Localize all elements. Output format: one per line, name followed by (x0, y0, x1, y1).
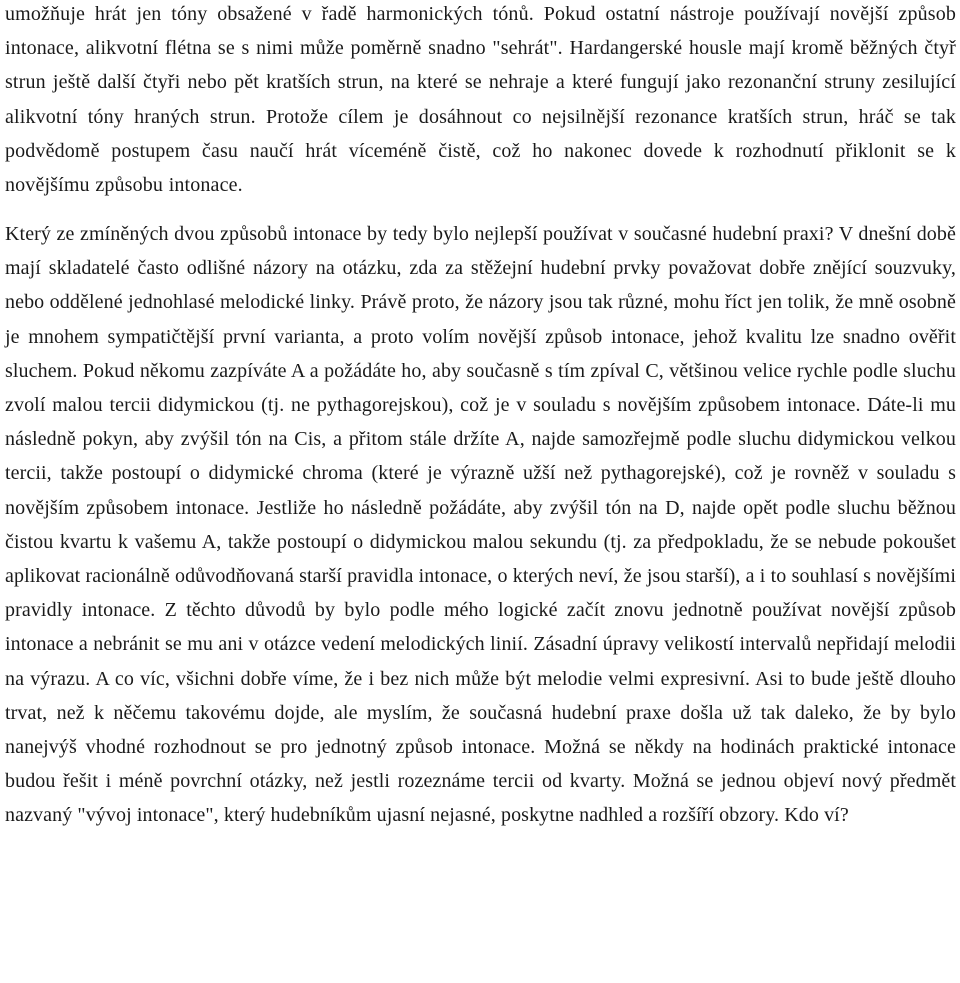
paragraph-intonation-instruments: umožňuje hrát jen tóny obsažené v řadě harmonických tónů. Pokud ostatní nástroje používají novější způsob intonace, alikvotní flétna se s nimi může poměrně snadno "sehrát". Hardangerské housle mají kromě běžných čtyř strun ještě další čtyři nebo pět kratších strun, na které se nehraje a které fungují jako rezonanční struny zesilující alikvotní tóny hraných strun. Protože cílem je dosáhnout co nejsilnější rezonance kratších strun, hráč se tak podvědomě postupem času naučí hrát víceméně čistě, což ho nakonec dovede k rozhodnutí přiklonit se k novějšímu způsobu intonace. (5, 3, 956, 197)
paragraph-intonation-practice: Který ze zmíněných dvou způsobů intonace by tedy bylo nejlepší používat v současné hudební praxi? V dnešní době mají skladatelé často odlišné názory na otázku, zda za stěžejní hudební prvky považovat dobře znějící souzvuky, nebo oddělené jednohlasé melodické linky. Právě proto, že názory jsou tak různé, mohu říct jen tolik, že mně osobně je mnohem sympatičtější první varianta, a proto volím novější způsob intonace, jehož kvalitu lze snadno ověřit sluchem. Pokud někomu zazpíváte A a požádáte ho, aby současně s tím zpíval C, většinou velice rychle podle sluchu zvolí malou tercii didymickou (tj. ne pythagorejskou), což je v souladu s novějším způsobem intonace. Dáte-li mu následně pokyn, aby zvýšil tón na Cis, a přitom stále držíte A, najde samozřejmě podle sluchu didymickou velkou tercii, takže postoupí o didymické chroma (které je výrazně užší než pythagorejské), což je rovněž v souladu s novějším způsobem intonace. Jestliže ho následně požádáte, aby zvýšil tón na D, najde opět podle sluchu běžnou čistou kvartu k vašemu A, takže postoupí o didymickou malou sekundu (tj. za předpokladu, že se nebude pokoušet aplikovat racionálně odůvodňovaná starší pravidla intonace, o kterých neví, že jsou starší), a i to souhlasí s novějšími pravidly intonace. Z těchto důvodů by bylo podle mého logické začít znovu jednotně používat novější způsob intonace a nebránit se mu ani v otázce vedení melodických linií. Zásadní úpravy velikostí intervalů nepřidají melodii na výrazu. A co víc, všichni dobře víme, že i bez nich může být melodie velmi expresivní. Asi to bude ještě dlouho trvat, než k něčemu takovému dojde, ale myslím, že současná hudební praxe došla už tak daleko, že by bylo nanejvýš vhodné rozhodnout se pro jednotný způsob intonace. Možná se někdy na hodinách praktické intonace budou řešit i méně povrchní otázky, než jestli rozeznáme tercii od kvarty. Možná se jednou objeví nový předmět nazvaný "vývoj intonace", který hudebníkům ujasní nejasné, poskytne nadhled a rozšíří obzory. Kdo ví? (5, 223, 956, 827)
